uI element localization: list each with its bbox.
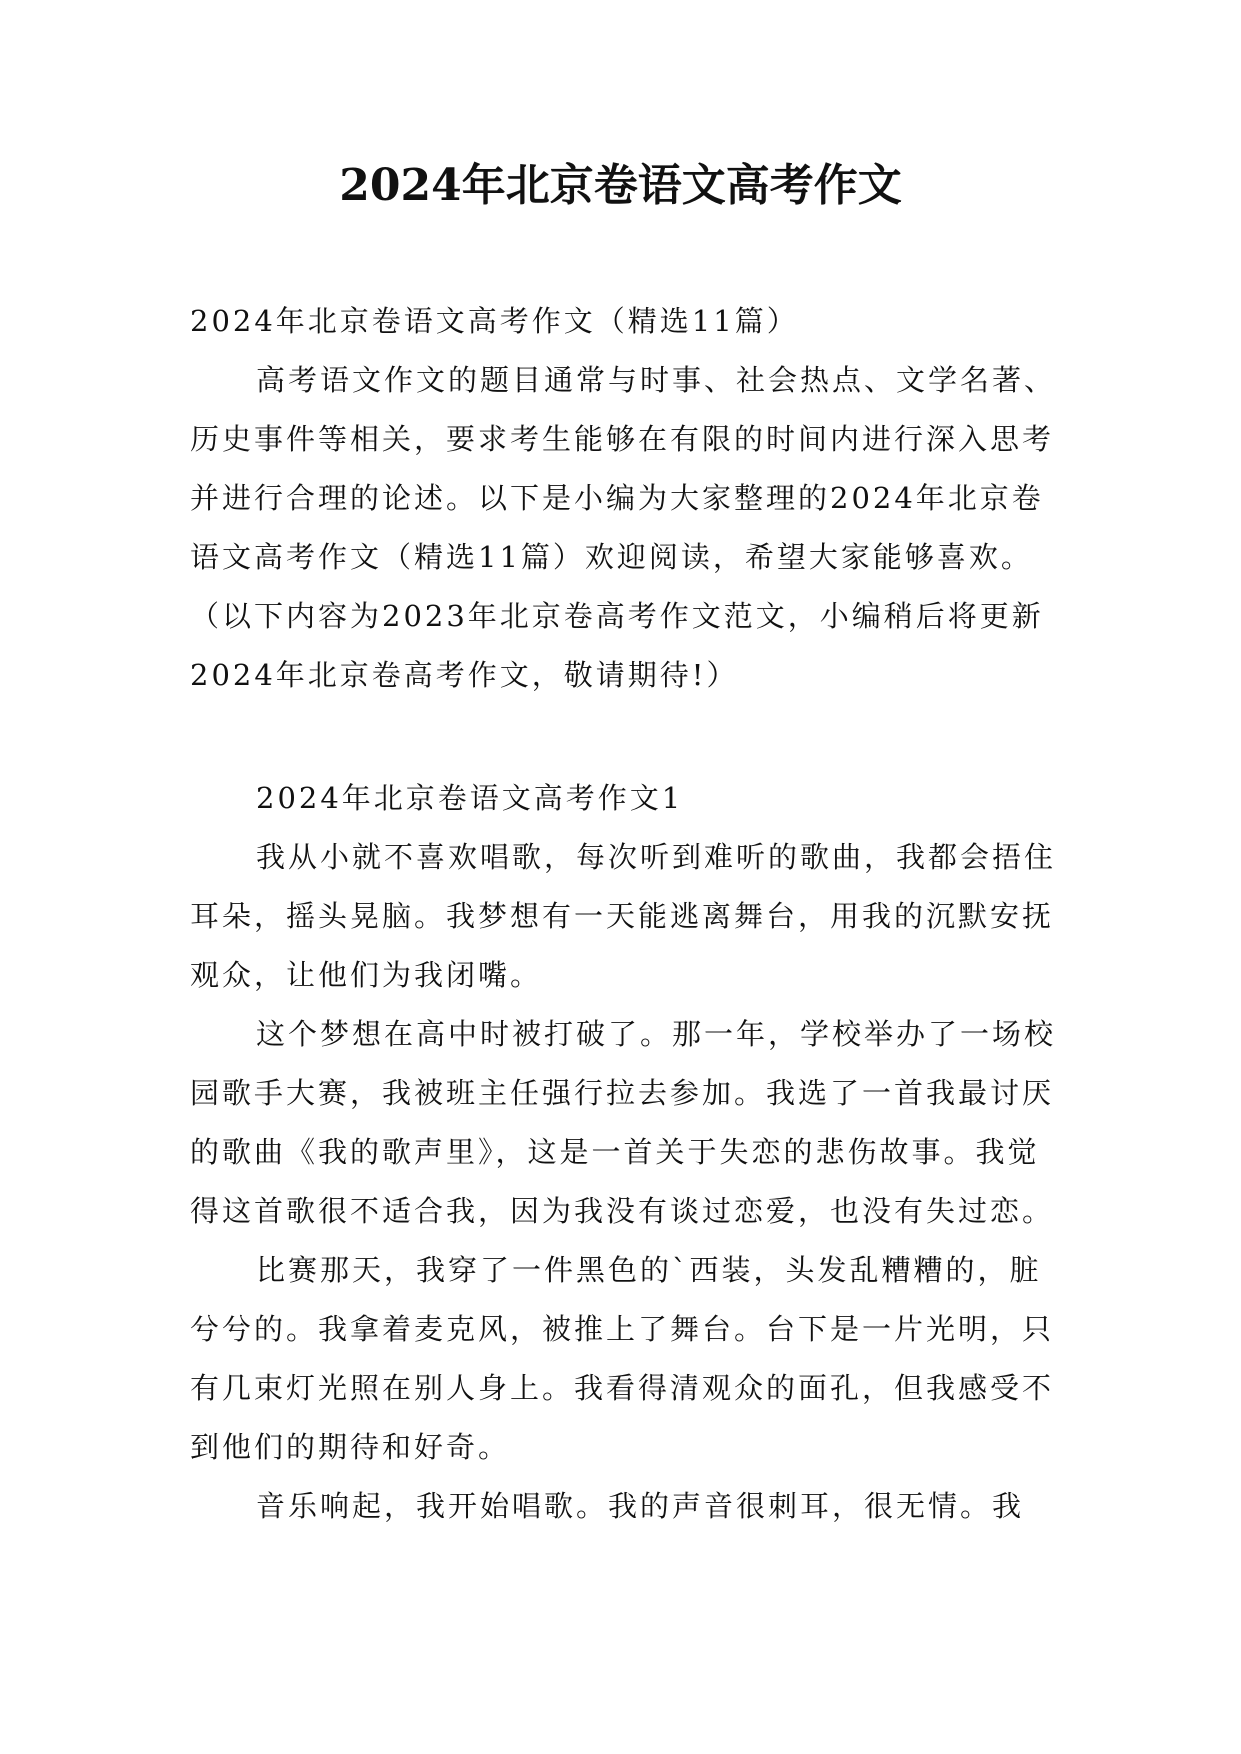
essay-heading: 2024年北京卷语文高考作文1 xyxy=(256,781,684,815)
essay-paragraph: 比赛那天，我穿了一件黑色的`西装，头发乱糟糟的，脏兮兮的。我拿着麦克风，被推上了舞台。台下是一片光明，只有几束灯光照在别人身上。我看得清观众的面孔，但我感受不到他们的期待和好奇。 xyxy=(190,1253,1055,1464)
essay-paragraph: 这个梦想在高中时被打破了。那一年，学校举办了一场校园歌手大赛，我被班主任强行拉去参加。我选了一首我最讨厌的歌曲《我的歌声里》，这是一首关于失恋的悲伤故事。我觉得这首歌很不适合我，因为我没有谈过恋爱，也没有失过恋。 xyxy=(190,1017,1057,1228)
intro-paragraph: 高考语文作文的题目通常与时事、社会热点、文学名著、历史事件等相关，要求考生能够在有限的时间内进行深入思考并进行合理的论述。以下是小编为大家整理的2024年北京卷语文高考作文（精选11篇）欢迎阅读，希望大家能够喜欢。（以下内容为2023年北京卷高考作文范文，小编稍后将更新2024年北京卷高考作文，敬请期待!） xyxy=(190,363,1057,692)
document-subtitle: 2024年北京卷语文高考作文（精选11篇） xyxy=(190,304,799,338)
paragraph-gap xyxy=(190,705,1060,769)
essay-paragraph: 我从小就不喜欢唱歌，每次听到难听的歌曲，我都会捂住耳朵，摇头晃脑。我梦想有一天能逃离舞台，用我的沉默安抚观众，让他们为我闭嘴。 xyxy=(190,840,1057,992)
essay-paragraph: 音乐响起，我开始唱歌。我的声音很刺耳，很无情。我 xyxy=(256,1489,1025,1523)
document-body xyxy=(190,292,1060,1536)
document-title: 2024年北京卷语文高考作文 xyxy=(339,160,902,211)
